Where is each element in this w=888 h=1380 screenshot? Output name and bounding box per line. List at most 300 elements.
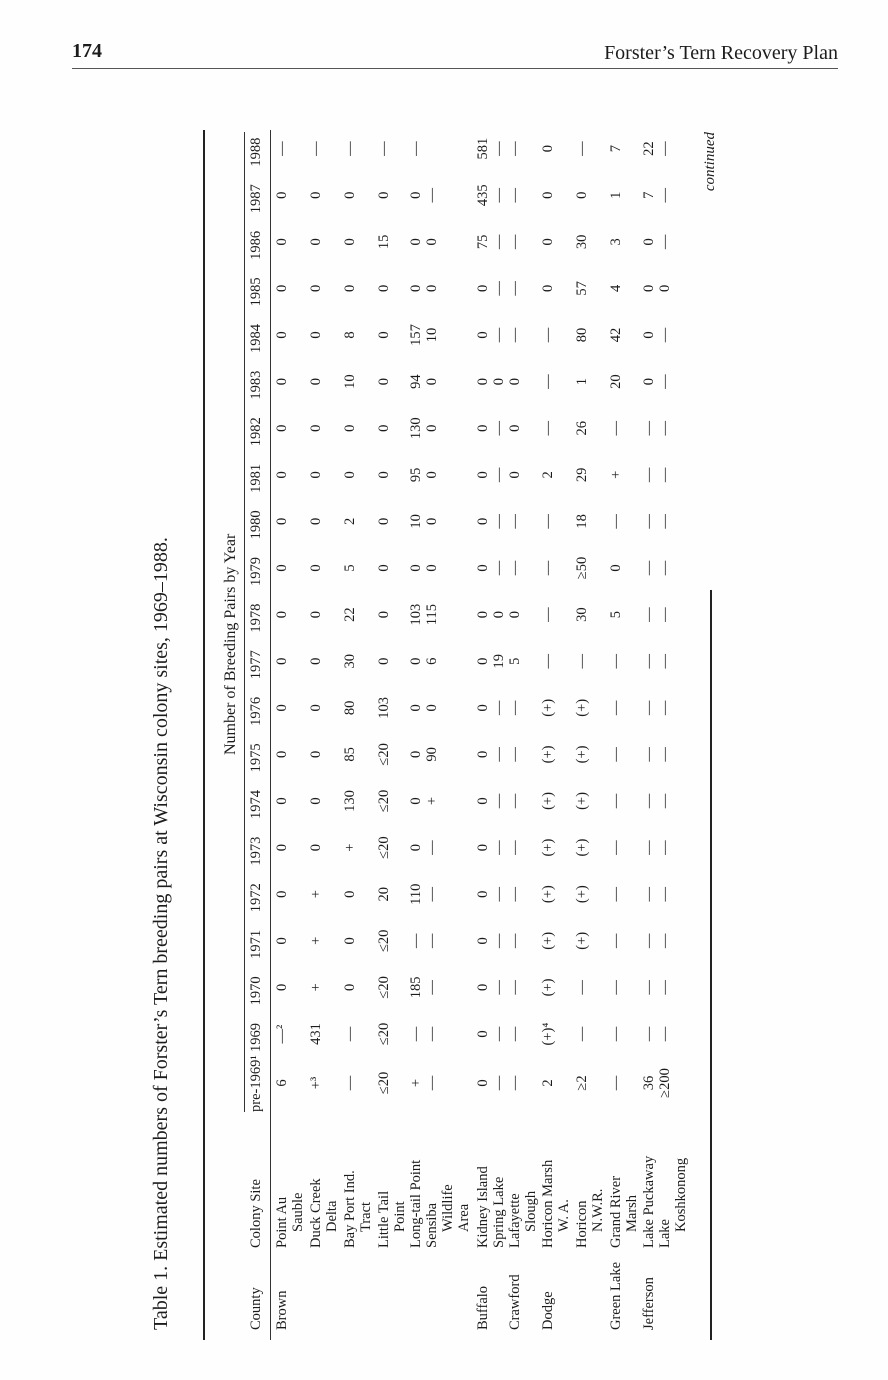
- value-cell: ≤20: [376, 836, 392, 859]
- value-cell: —: [657, 886, 673, 902]
- value-cell: —: [608, 980, 624, 995]
- value-cell: 8: [342, 331, 358, 339]
- year-header: 1977: [248, 650, 264, 680]
- value-cell: —: [540, 607, 556, 622]
- value-cell: —: [507, 840, 523, 855]
- value-cell: 0: [491, 377, 507, 386]
- value-cell: 90: [424, 747, 440, 762]
- value-cell: 1: [608, 191, 624, 199]
- value-cell: —: [657, 420, 673, 436]
- value-cell: 0: [641, 238, 657, 246]
- value-cell: 85: [342, 747, 358, 762]
- value-cell: 0: [308, 610, 324, 619]
- value-cell: —: [657, 234, 673, 250]
- year-header: 1970: [248, 976, 264, 1006]
- site-cell: Little Tail: [376, 1190, 392, 1248]
- county-cell: Buffalo: [475, 1285, 491, 1330]
- value-cell: 0: [475, 657, 491, 665]
- value-cell: 0: [274, 424, 290, 432]
- value-cell: 0: [408, 843, 424, 852]
- value-cell: 7: [608, 144, 624, 153]
- value-cell: 75: [475, 234, 491, 250]
- value-cell: —: [641, 420, 657, 436]
- value-cell: 20: [608, 374, 624, 389]
- site-cell: Koshkonong: [673, 1157, 689, 1232]
- value-cell: 22: [641, 141, 657, 156]
- value-cell: 0: [507, 377, 523, 386]
- value-cell: 0: [424, 284, 440, 293]
- value-cell: 0: [274, 983, 290, 992]
- value-cell: —: [507, 1026, 523, 1042]
- value-cell: ≥200: [657, 1068, 673, 1098]
- value-cell: 0: [376, 191, 392, 199]
- value-cell: 4: [608, 284, 624, 293]
- value-cell: 0: [342, 471, 358, 479]
- value-cell: ≤20: [376, 1022, 392, 1046]
- value-cell: —: [657, 747, 673, 762]
- value-cell: +³: [308, 1076, 324, 1090]
- value-cell: —: [507, 187, 523, 203]
- value-cell: —: [641, 980, 657, 995]
- value-cell: —: [657, 840, 673, 855]
- value-cell: —: [608, 420, 624, 436]
- value-cell: —: [491, 840, 507, 855]
- value-cell: —: [540, 327, 556, 343]
- year-header: 1986: [248, 230, 264, 260]
- site-cell: Marsh: [624, 1194, 640, 1232]
- value-cell: 0: [408, 191, 424, 199]
- site-cell: Long-tail Point: [408, 1159, 424, 1248]
- value-cell: 0: [657, 284, 673, 293]
- site-cell: Horicon Marsh: [540, 1159, 556, 1248]
- value-cell: —: [507, 933, 523, 949]
- value-cell: 0: [308, 517, 324, 526]
- value-cell: +: [308, 983, 324, 992]
- running-head: [72, 40, 838, 66]
- value-cell: —: [507, 886, 523, 902]
- value-cell: —: [608, 1075, 624, 1091]
- value-cell: 0: [342, 890, 358, 898]
- value-cell: —: [408, 141, 424, 156]
- site-cell: W. A.: [556, 1199, 572, 1232]
- site-cell: N.W.R.: [590, 1188, 606, 1232]
- value-cell: 0: [376, 284, 392, 293]
- value-cell: 10: [408, 514, 424, 529]
- value-cell: 29: [574, 467, 590, 483]
- value-cell: 94: [408, 374, 424, 389]
- value-cell: +: [608, 470, 624, 479]
- value-cell: —: [491, 560, 507, 576]
- value-cell: 115: [424, 604, 440, 626]
- value-cell: 0: [475, 284, 491, 293]
- value-cell: 0: [308, 843, 324, 852]
- value-cell: 57: [574, 281, 590, 296]
- rotated-table: [150, 120, 750, 1350]
- value-cell: (+): [540, 838, 556, 857]
- header-rule: [72, 68, 838, 69]
- value-cell: 26: [574, 420, 590, 436]
- site-cell: Slough: [523, 1190, 539, 1232]
- value-cell: —: [408, 933, 424, 949]
- value-cell: (+): [574, 698, 590, 717]
- value-cell: +: [408, 1078, 424, 1088]
- value-cell: 36: [641, 1075, 657, 1091]
- value-cell: 581: [475, 137, 491, 160]
- value-cell: 0: [507, 424, 523, 432]
- year-header: 1978: [248, 603, 264, 633]
- value-cell: 0: [574, 191, 590, 199]
- value-cell: 0: [274, 704, 290, 712]
- value-cell: 80: [342, 700, 358, 716]
- continued-note: continued: [702, 132, 718, 192]
- value-cell: 5: [608, 610, 624, 619]
- value-cell: 0: [408, 657, 424, 665]
- value-cell: 0: [274, 564, 290, 572]
- value-cell: 0: [376, 377, 392, 386]
- value-cell: 0: [274, 377, 290, 386]
- value-cell: 0: [424, 471, 440, 479]
- value-cell: 0: [274, 657, 290, 665]
- site-cell: Lake Puckaway: [641, 1155, 657, 1248]
- county-header: County: [248, 1287, 264, 1330]
- site-header: Colony Site: [248, 1179, 264, 1248]
- value-cell: —: [657, 700, 673, 716]
- value-cell: 0: [475, 704, 491, 712]
- value-cell: 0: [274, 890, 290, 898]
- value-cell: —: [491, 281, 507, 296]
- county-cell: Green Lake: [608, 1261, 624, 1330]
- value-cell: (+): [574, 885, 590, 904]
- value-cell: —: [424, 980, 440, 995]
- site-cell: Point Au: [274, 1196, 290, 1248]
- site-cell: Lake: [657, 1219, 673, 1248]
- value-cell: —: [491, 420, 507, 436]
- value-cell: 0: [408, 284, 424, 293]
- value-cell: —: [491, 980, 507, 995]
- value-cell: 110: [408, 883, 424, 905]
- value-cell: —: [657, 793, 673, 809]
- value-cell: 0: [376, 657, 392, 665]
- value-cell: 0: [308, 284, 324, 293]
- value-cell: 0: [507, 471, 523, 479]
- year-header: 1984: [248, 324, 264, 353]
- value-cell: —: [657, 560, 673, 576]
- value-cell: 0: [342, 983, 358, 992]
- value-cell: 103: [408, 603, 424, 626]
- value-cell: 0: [475, 331, 491, 339]
- span-rule: [244, 132, 245, 1112]
- value-cell: —: [491, 933, 507, 949]
- year-header: 1982: [248, 417, 264, 447]
- value-cell: 0: [274, 750, 290, 759]
- value-cell: (+): [540, 792, 556, 810]
- value-cell: —: [641, 933, 657, 949]
- value-cell: 30: [574, 607, 590, 622]
- site-cell: Lafayette: [507, 1193, 523, 1248]
- value-cell: 0: [540, 238, 556, 246]
- value-cell: 0: [376, 471, 392, 479]
- value-cell: 0: [308, 377, 324, 386]
- value-cell: —: [424, 1075, 440, 1091]
- value-cell: —: [424, 187, 440, 203]
- value-cell: 0: [376, 610, 392, 619]
- value-cell: —: [491, 700, 507, 716]
- value-cell: 0: [274, 471, 290, 479]
- value-cell: —: [608, 793, 624, 809]
- value-cell: 0: [376, 424, 392, 432]
- value-cell: 3: [608, 238, 624, 246]
- value-cell: 0: [274, 843, 290, 852]
- value-cell: (+): [540, 978, 556, 997]
- value-cell: 0: [408, 797, 424, 805]
- value-cell: —: [491, 141, 507, 156]
- value-cell: ≤20: [376, 976, 392, 999]
- value-cell: 0: [475, 471, 491, 479]
- value-cell: 5: [342, 564, 358, 572]
- value-cell: (+): [574, 792, 590, 810]
- county-cell: Brown: [274, 1290, 290, 1330]
- value-cell: 1: [574, 377, 590, 386]
- header-rule-bottom: [270, 130, 271, 1340]
- value-cell: —: [376, 141, 392, 156]
- value-cell: —: [608, 1026, 624, 1042]
- value-cell: (+)⁴: [540, 1022, 556, 1046]
- value-cell: 0: [308, 750, 324, 759]
- value-cell: —: [540, 560, 556, 576]
- value-cell: 0: [308, 657, 324, 665]
- county-cell: Crawford: [507, 1274, 523, 1330]
- value-cell: 157: [408, 324, 424, 346]
- value-cell: —: [657, 374, 673, 389]
- value-cell: 0: [475, 750, 491, 759]
- value-cell: 0: [376, 564, 392, 572]
- value-cell: 0: [475, 564, 491, 572]
- value-cell: 22: [342, 607, 358, 622]
- value-cell: —: [507, 327, 523, 343]
- value-cell: (+): [574, 745, 590, 764]
- value-cell: 0: [475, 377, 491, 386]
- value-cell: (+): [540, 885, 556, 904]
- county-cell: Jefferson: [641, 1277, 657, 1330]
- value-cell: —: [657, 187, 673, 203]
- value-cell: —: [507, 793, 523, 809]
- value-cell: 2: [342, 517, 358, 526]
- value-cell: —: [657, 980, 673, 995]
- value-cell: 185: [408, 976, 424, 999]
- value-cell: —: [574, 1026, 590, 1042]
- value-cell: (+): [540, 698, 556, 717]
- value-cell: 0: [308, 704, 324, 712]
- value-cell: —: [641, 607, 657, 622]
- value-cell: 0: [342, 191, 358, 199]
- value-cell: 435: [475, 184, 491, 207]
- value-cell: 0: [475, 890, 491, 898]
- table-bottom-rule: [710, 590, 712, 1340]
- table-caption: Table 1. Estimated numbers of Forster’s Tern breeding pairs at Wisconsin colony sites, 1969–1988.: [150, 537, 172, 1330]
- year-header: 1980: [248, 510, 264, 540]
- site-cell: Wildlife: [440, 1184, 456, 1232]
- value-cell: 0: [424, 424, 440, 432]
- value-cell: 0: [475, 983, 491, 992]
- value-cell: —: [491, 514, 507, 529]
- site-cell: Point: [392, 1201, 408, 1232]
- value-cell: —: [507, 980, 523, 995]
- span-header: Number of Breeding Pairs by Year: [222, 533, 239, 755]
- value-cell: 0: [641, 284, 657, 293]
- year-header: 1987: [248, 184, 264, 214]
- value-cell: —: [507, 747, 523, 762]
- value-cell: —: [342, 141, 358, 156]
- site-cell: Horicon: [574, 1200, 590, 1248]
- value-cell: —: [491, 1026, 507, 1042]
- value-cell: 0: [475, 610, 491, 619]
- year-header: 1975: [248, 743, 264, 773]
- value-cell: —: [342, 1075, 358, 1091]
- value-cell: 7: [641, 191, 657, 199]
- value-cell: —: [657, 514, 673, 529]
- value-cell: 42: [608, 327, 624, 343]
- value-cell: —: [342, 1026, 358, 1042]
- value-cell: —: [641, 793, 657, 809]
- value-cell: 0: [475, 1030, 491, 1038]
- value-cell: 0: [475, 797, 491, 805]
- value-cell: 0: [308, 471, 324, 479]
- value-cell: —: [574, 980, 590, 995]
- value-cell: 0: [408, 238, 424, 246]
- value-cell: 20: [376, 886, 392, 902]
- value-cell: +: [342, 843, 358, 852]
- value-cell: —: [540, 420, 556, 436]
- site-cell: Area: [456, 1203, 472, 1232]
- year-header: 1973: [248, 836, 264, 866]
- value-cell: —: [540, 653, 556, 669]
- value-cell: (+): [574, 931, 590, 950]
- value-cell: —: [491, 793, 507, 809]
- value-cell: 0: [408, 750, 424, 759]
- value-cell: —: [641, 1026, 657, 1042]
- value-cell: 103: [376, 696, 392, 719]
- value-cell: 10: [342, 374, 358, 389]
- site-cell: Grand River: [608, 1175, 624, 1248]
- value-cell: 95: [408, 467, 424, 483]
- value-cell: 0: [308, 564, 324, 572]
- value-cell: 0: [424, 238, 440, 246]
- value-cell: 130: [342, 790, 358, 812]
- value-cell: 0: [540, 144, 556, 153]
- year-header: 1976: [248, 696, 264, 726]
- value-cell: —: [507, 281, 523, 296]
- value-cell: 6: [424, 657, 440, 665]
- value-cell: —: [641, 653, 657, 669]
- value-cell: 0: [475, 937, 491, 945]
- value-cell: —: [641, 747, 657, 762]
- value-cell: 0: [507, 610, 523, 619]
- value-cell: 0: [540, 191, 556, 199]
- value-cell: 0: [274, 238, 290, 246]
- value-cell: —: [507, 560, 523, 576]
- value-cell: —: [491, 327, 507, 343]
- value-cell: (+): [540, 745, 556, 764]
- value-cell: 0: [408, 704, 424, 712]
- value-cell: 0: [274, 191, 290, 199]
- value-cell: —: [657, 467, 673, 483]
- value-cell: —: [608, 653, 624, 669]
- value-cell: —: [408, 1026, 424, 1042]
- value-cell: 80: [574, 327, 590, 343]
- year-header: 1988: [248, 137, 264, 167]
- value-cell: —: [491, 187, 507, 203]
- value-cell: —: [641, 514, 657, 529]
- page-number: 174: [72, 40, 102, 62]
- site-cell: Sauble: [290, 1192, 306, 1232]
- value-cell: —: [608, 747, 624, 762]
- value-cell: 0: [308, 331, 324, 339]
- value-cell: 0: [308, 191, 324, 199]
- value-cell: —: [424, 840, 440, 855]
- value-cell: —: [657, 327, 673, 343]
- value-cell: 0: [540, 284, 556, 293]
- value-cell: ≥50: [574, 556, 590, 580]
- site-cell: Kidney Island: [475, 1166, 491, 1248]
- value-cell: ≤20: [376, 929, 392, 953]
- value-cell: —²: [274, 1024, 290, 1044]
- value-cell: —: [574, 653, 590, 669]
- value-cell: —: [657, 141, 673, 156]
- value-cell: —: [608, 840, 624, 855]
- site-cell: Tract: [358, 1201, 374, 1232]
- value-cell: (+): [574, 838, 590, 857]
- value-cell: —: [641, 886, 657, 902]
- value-cell: —: [308, 141, 324, 156]
- value-cell: 0: [475, 1079, 491, 1087]
- value-cell: 0: [424, 704, 440, 712]
- value-cell: 0: [274, 284, 290, 293]
- value-cell: 0: [342, 424, 358, 432]
- value-cell: —: [507, 700, 523, 716]
- value-cell: 0: [274, 331, 290, 339]
- value-cell: 30: [342, 653, 358, 669]
- value-cell: 30: [574, 234, 590, 250]
- site-cell: Duck Creek: [308, 1178, 324, 1248]
- site-cell: Spring Lake: [491, 1176, 507, 1248]
- value-cell: ≤20: [376, 789, 392, 813]
- value-cell: 0: [424, 564, 440, 572]
- value-cell: 10: [424, 327, 440, 343]
- site-cell: Delta: [324, 1200, 340, 1232]
- value-cell: —: [608, 700, 624, 716]
- table-top-rule: [203, 130, 205, 1340]
- value-cell: —: [491, 747, 507, 762]
- year-header: 1985: [248, 277, 264, 307]
- value-cell: —: [491, 1075, 507, 1091]
- value-cell: +: [308, 936, 324, 945]
- year-header: 1981: [248, 463, 264, 493]
- value-cell: 431: [308, 1023, 324, 1045]
- value-cell: ≤20: [376, 743, 392, 766]
- value-cell: —: [608, 933, 624, 949]
- value-cell: ≤20: [376, 1071, 392, 1095]
- value-cell: 0: [342, 284, 358, 293]
- value-cell: —: [491, 886, 507, 902]
- value-cell: 0: [475, 517, 491, 526]
- value-cell: —: [657, 653, 673, 669]
- year-header: 1983: [248, 370, 264, 400]
- value-cell: 130: [408, 417, 424, 440]
- value-cell: 0: [342, 937, 358, 945]
- value-cell: —: [641, 467, 657, 483]
- value-cell: 2: [540, 1079, 556, 1087]
- year-header: 1972: [248, 883, 264, 913]
